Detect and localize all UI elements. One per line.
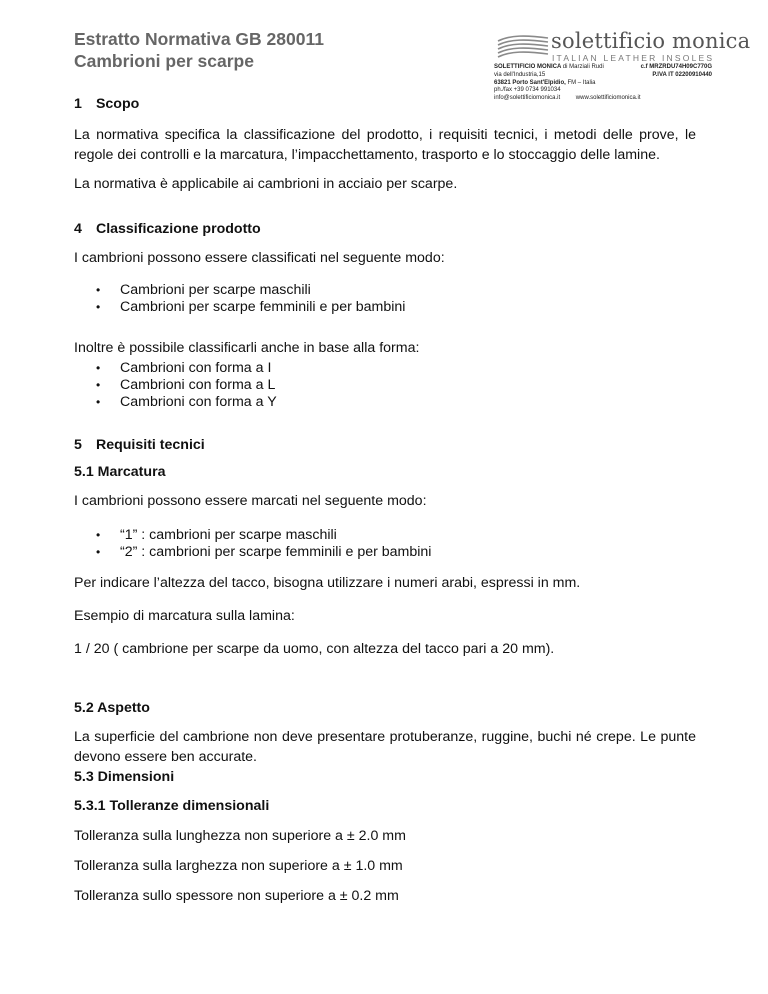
logo-tagline: ITALIAN LEATHER INSOLES [552,53,715,63]
section-4-number: 4 [74,221,82,237]
company-logo-block [494,29,751,105]
vat-number: P.IVA IT 02200910440 [652,71,712,78]
section-5-2-heading: 5.2 Aspetto [74,700,150,716]
phone: ph./fax +39 0734 991034 [494,87,561,94]
section-5-1-paragraph-1: I cambrioni possono essere marcati nel seguente modo: [74,493,427,509]
address-city: 63821 Porto Sant'Elpidio [494,79,565,86]
list-item: • Cambrioni con forma a L [74,377,277,394]
section-5-1-heading: 5.1 Marcatura [74,464,166,480]
company-name: SOLETTIFICIO MONICA [494,64,562,70]
section-4-title: Classificazione prodotto [95,221,261,237]
section-4-heading [74,221,696,237]
section-5-3-heading: 5.3 Dimensioni [74,769,175,785]
section-5-number: 5 [74,437,82,453]
section-1-paragraph-1: La normativa specifica la classificazione del prodotto, i requisiti tecnici, i metodi delle prove, le regole dei controlli e la marcatura, l’impacchettamento, trasporto e lo stoccaggio delle lamine. [74,127,696,163]
company-address: SOLETTIFICIO MONICA di Marziali Rudi via dell'Industria,15 63821 Porto Sant'Elpidio, FM – Italia ph./fax +39 0734 991034 info@solettificiomonica.it www.solettificiomonica.it [494,64,641,102]
list-item: • Cambrioni per scarpe femminili e per bambini [74,299,405,316]
section-5-title: Requisiti tecnici [95,437,205,453]
company-tax-info [641,64,712,80]
logo-name: solettificio monica [551,29,751,53]
section-4-paragraph-2: Inoltre è possibile classificarli anche in base alla forma: [74,340,420,356]
section-1-heading [74,96,696,112]
section-5-2-paragraph: La superficie del cambrione non deve presentare protuberanze, ruggine, buchi né crepe. Le punte devono essere ben accurate. [74,729,696,765]
title-line-2: Cambrioni per scarpe [74,51,254,71]
shape-class-list [74,360,277,411]
section-1-title: Scopo [95,96,140,112]
section-5-1-paragraph-2: Per indicare l’altezza del tacco, bisogna utilizzare i numeri arabi, espressi in mm. [74,575,581,591]
section-5-3-1-heading: 5.3.1 Tolleranze dimensionali [74,798,270,814]
section-4-paragraph-1: I cambrioni possono essere classificati nel seguente modo: [74,250,445,266]
tolerance-thickness: Tolleranza sullo spessore non superiore a ± 0.2 mm [74,888,399,904]
list-item: • Cambrioni con forma a Y [74,394,277,411]
section-1-paragraph-2: La normativa è applicabile ai cambrioni in acciaio per scarpe. [74,176,458,192]
tolerance-width: Tolleranza sulla larghezza non superiore a ± 1.0 mm [74,858,403,874]
product-class-list [74,282,405,316]
company-owner: di Marziali Rudi [562,64,604,70]
marking-list [74,527,431,561]
section-5-1-paragraph-4: 1 / 20 ( cambrione per scarpe da uomo, con altezza del tacco pari a 20 mm). [74,641,555,657]
wave-logo-icon [496,33,550,59]
title-line-1: Estratto Normativa GB 280011 [74,29,324,49]
document-title [74,28,324,72]
address-street: via dell'Industria,15 [494,71,546,78]
list-item: • Cambrioni con forma a I [74,360,277,377]
section-5-heading [74,437,696,453]
section-5-1-paragraph-3: Esempio di marcatura sulla lamina: [74,608,295,624]
list-item: • Cambrioni per scarpe maschili [74,282,405,299]
website: www.solettificiomonica.it [575,95,641,102]
fiscal-code: c.f MRZRDU74H09C770G [640,64,712,70]
list-item: • “1” : cambrioni per scarpe maschili [74,527,431,544]
tolerance-length: Tolleranza sulla lunghezza non superiore a ± 2.0 mm [74,828,406,844]
section-1-number: 1 [74,96,82,112]
email: info@solettificiomonica.it [494,95,561,102]
list-item: • “2” : cambrioni per scarpe femminili e per bambini [74,544,431,561]
address-region: FM – Italia [567,79,596,86]
